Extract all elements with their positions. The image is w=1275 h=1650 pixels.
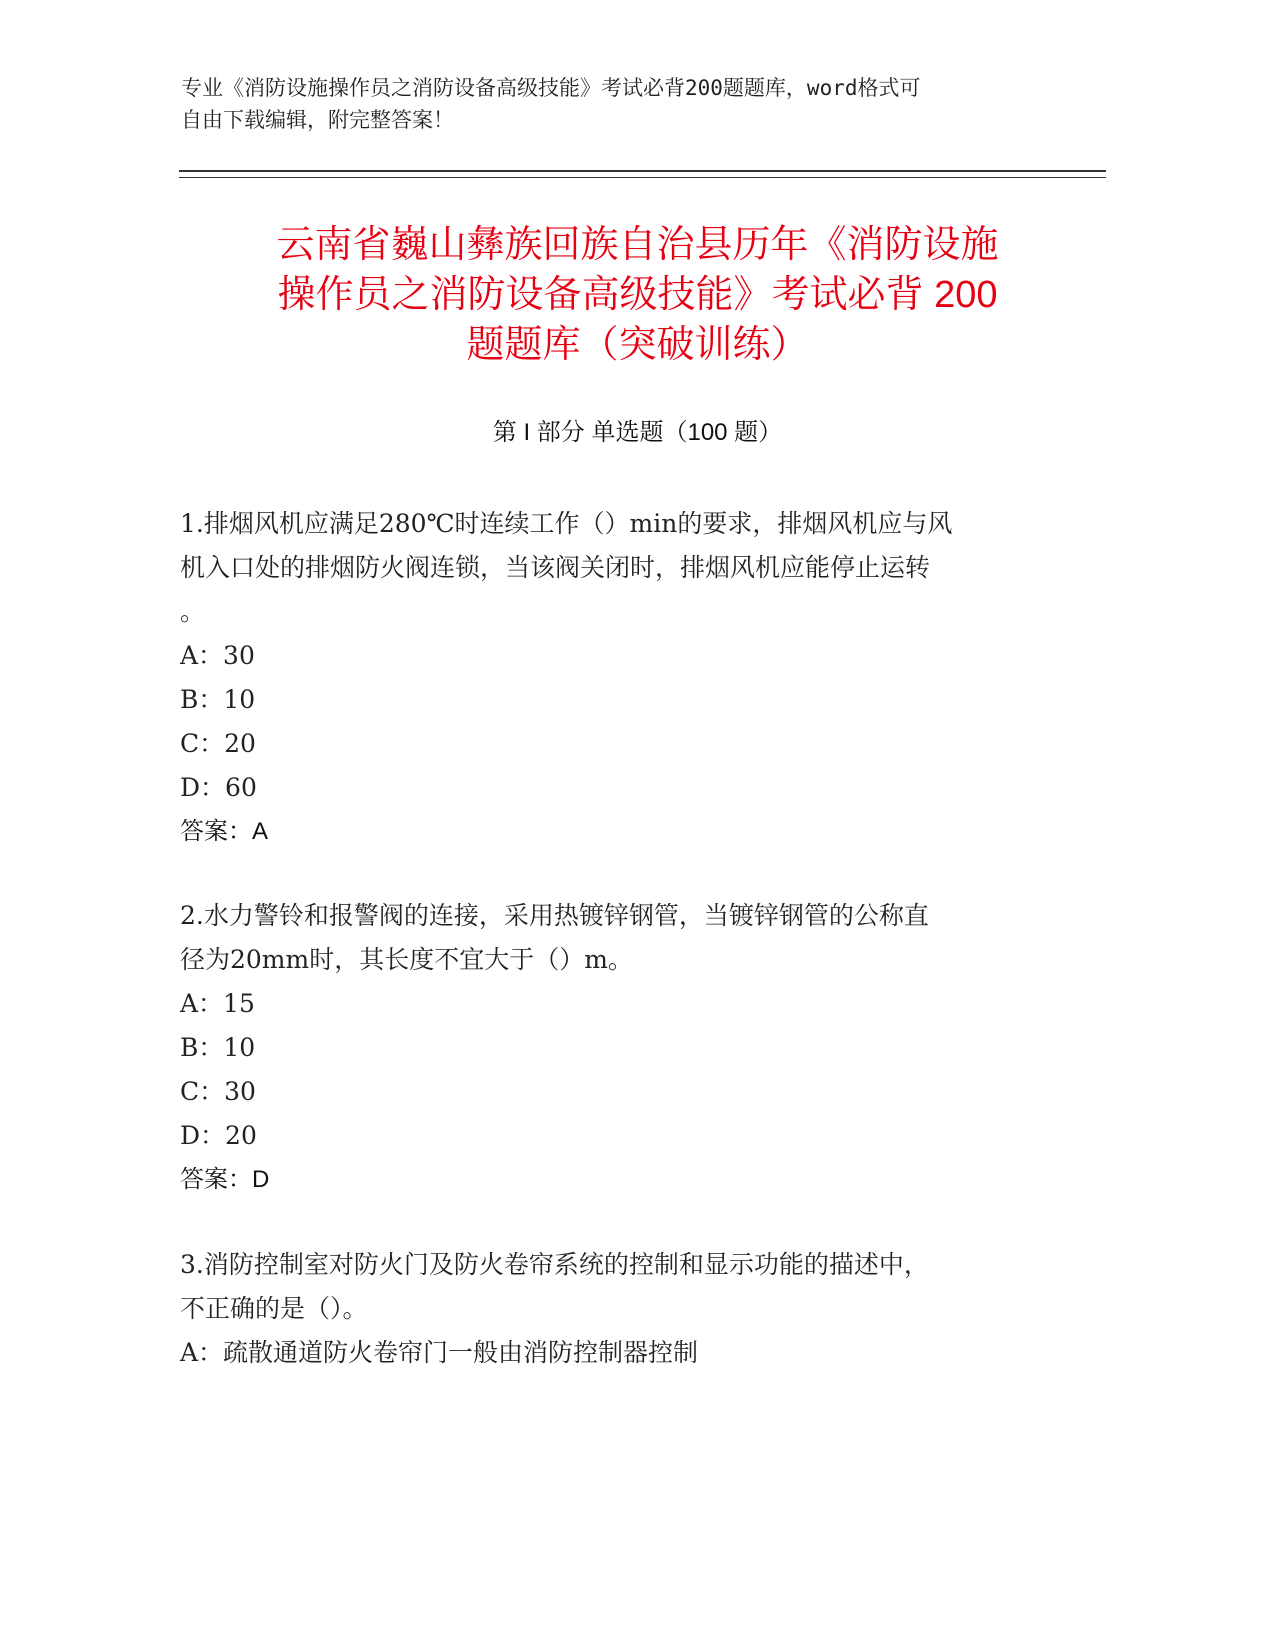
question-1: [180, 502, 1060, 854]
section-heading: 第 I 部分 单选题（100 题）: [492, 419, 783, 446]
option-c: C：20: [180, 729, 256, 758]
answer-label: 答案：A: [180, 818, 269, 845]
option-d: D：60: [180, 773, 257, 802]
document-header-note: [181, 72, 1041, 136]
header-divider-thick: [179, 170, 1106, 172]
header-divider-thin: [179, 177, 1106, 178]
option-b: B：10: [180, 1033, 256, 1062]
option-b: B：10: [180, 685, 256, 714]
header-note-line-1: 专业《消防设施操作员之消防设备高级技能》考试必背200题题库，word格式可: [181, 76, 921, 100]
title-line-1: 云南省巍山彝族回族自治县历年《消防设施: [276, 224, 999, 266]
option-d: D：20: [180, 1121, 257, 1150]
question-text-line: 机入口处的排烟防火阀连锁，当该阀关闭时，排烟风机应能停止运转: [180, 553, 931, 582]
option-c: C：30: [180, 1077, 256, 1106]
document-title: [150, 220, 1125, 370]
question-text-line: 径为20mm时，其长度不宜大于（）m。: [180, 945, 633, 974]
option-a: A：15: [180, 989, 255, 1018]
answer-label: 答案：D: [180, 1166, 270, 1193]
option-a: A：疏散通道防火卷帘门一般由消防控制器控制: [180, 1338, 699, 1367]
title-line-3: 题题库（突破训练）: [466, 324, 809, 366]
question-text-line: 。: [180, 597, 206, 626]
title-line-2: 操作员之消防设备高级技能》考试必背 200: [277, 274, 998, 316]
option-a: A：30: [180, 641, 255, 670]
question-text-line: 3.消防控制室对防火门及防火卷帘系统的控制和显示功能的描述中，: [180, 1250, 929, 1279]
question-text-line: 2.水力警铃和报警阀的连接，采用热镀锌钢管，当镀锌钢管的公称直: [180, 901, 929, 930]
question-text-line: 1.排烟风机应满足280℃时连续工作（）min的要求，排烟风机应与风: [180, 509, 953, 538]
question-text-line: 不正确的是（）。: [180, 1294, 368, 1323]
question-3: [180, 1243, 1060, 1375]
header-note-line-2: 自由下载编辑，附完整答案！: [181, 108, 454, 132]
question-2: [180, 894, 1060, 1202]
